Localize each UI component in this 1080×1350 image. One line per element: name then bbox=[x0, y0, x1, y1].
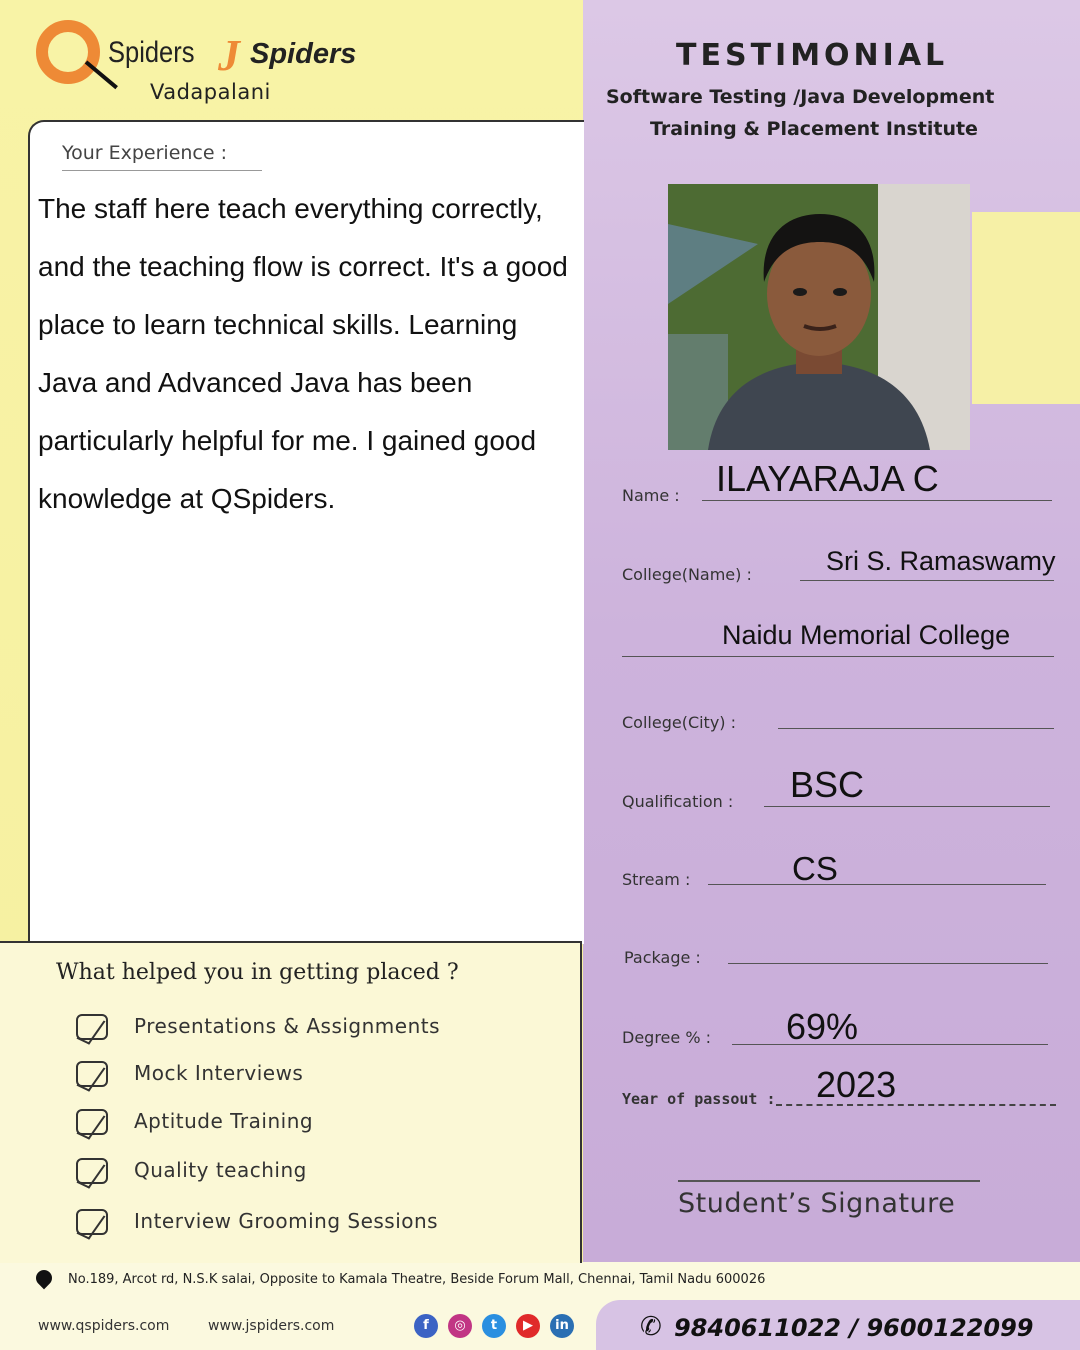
qualification-value: BSC bbox=[790, 764, 865, 805]
degree-value: 69% bbox=[786, 1006, 859, 1047]
year-value: 2023 bbox=[816, 1064, 897, 1105]
experience-text: The staff here teach everything correctly, and the teaching flow is correct. It's a good place to learn technical skills. Learning Java and Advanced Java has been particularly helpful for me. I gained good knowledge at QSpiders. bbox=[38, 193, 568, 514]
page-title: TESTIMONIAL bbox=[676, 38, 949, 73]
website-link-jspiders[interactable]: www.jspiders.com bbox=[208, 1318, 335, 1334]
student-portrait bbox=[668, 184, 970, 450]
check-label: Interview Grooming Sessions bbox=[134, 1209, 439, 1233]
signature-line bbox=[678, 1180, 980, 1182]
checkbox bbox=[76, 1158, 108, 1184]
website-link-qspiders[interactable]: www.qspiders.com bbox=[38, 1318, 170, 1334]
checkbox bbox=[76, 1209, 108, 1235]
subtitle-2: Training & Placement Institute bbox=[650, 118, 978, 140]
checkbox bbox=[76, 1109, 108, 1135]
college-value-line2: Naidu Memorial College bbox=[722, 620, 1011, 650]
address: No.189, Arcot rd, N.S.K salai, Opposite to Kamala Theatre, Beside Forum Mall, Chennai, Tamil Nadu 600026 bbox=[68, 1272, 766, 1287]
phone-icon: ✆ bbox=[640, 1312, 662, 1342]
degree-line bbox=[732, 1044, 1048, 1045]
phone-numbers: 9840611022 / 9600122099 bbox=[674, 1314, 1034, 1342]
degree-label: Degree % : bbox=[622, 1028, 711, 1047]
qualification-label: Qualification : bbox=[622, 792, 734, 811]
qspiders-wordmark: Spiders bbox=[108, 36, 195, 69]
signature-label: Student’s Signature bbox=[678, 1188, 956, 1219]
linkedin-icon[interactable]: in bbox=[550, 1314, 574, 1338]
stream-line bbox=[708, 884, 1046, 885]
college-line bbox=[800, 580, 1054, 581]
checkbox bbox=[76, 1061, 108, 1087]
facebook-icon[interactable]: f bbox=[414, 1314, 438, 1338]
decorative-tab bbox=[972, 212, 1080, 404]
stream-label: Stream : bbox=[622, 870, 691, 889]
name-label: Name : bbox=[622, 486, 680, 505]
check-label: Quality teaching bbox=[134, 1158, 307, 1182]
check-label: Presentations & Assignments bbox=[134, 1014, 441, 1038]
college-value-line1: Sri S. Ramaswamy bbox=[826, 546, 1056, 576]
city-line bbox=[778, 728, 1054, 729]
checkbox bbox=[76, 1014, 108, 1040]
name-line bbox=[702, 500, 1052, 501]
check-label: Mock Interviews bbox=[134, 1061, 304, 1085]
experience-label: Your Experience : bbox=[62, 142, 262, 171]
jspiders-j-mark: J bbox=[218, 31, 240, 80]
q-logo-icon bbox=[36, 20, 100, 84]
student-photo bbox=[668, 184, 970, 450]
qualification-line bbox=[764, 806, 1050, 807]
city-label: College(City) : bbox=[622, 713, 737, 732]
name-value: ILAYARAJA C bbox=[716, 458, 939, 499]
subtitle-1: Software Testing /Java Development bbox=[606, 86, 995, 108]
help-title: What helped you in getting placed ? bbox=[56, 960, 459, 985]
package-line bbox=[728, 963, 1048, 964]
package-label: Package : bbox=[624, 948, 701, 967]
stream-value: CS bbox=[792, 850, 838, 887]
college-label: College(Name) : bbox=[622, 565, 752, 584]
youtube-icon[interactable]: ▶ bbox=[516, 1314, 540, 1338]
year-label: Year of passout : bbox=[622, 1090, 776, 1108]
instagram-icon[interactable]: ◎ bbox=[448, 1314, 472, 1338]
branch-name: Vadapalani bbox=[150, 80, 271, 104]
jspiders-wordmark: Spiders bbox=[250, 38, 357, 70]
college-line-2 bbox=[622, 656, 1054, 657]
check-label: Aptitude Training bbox=[134, 1109, 314, 1133]
twitter-icon[interactable]: t bbox=[482, 1314, 506, 1338]
